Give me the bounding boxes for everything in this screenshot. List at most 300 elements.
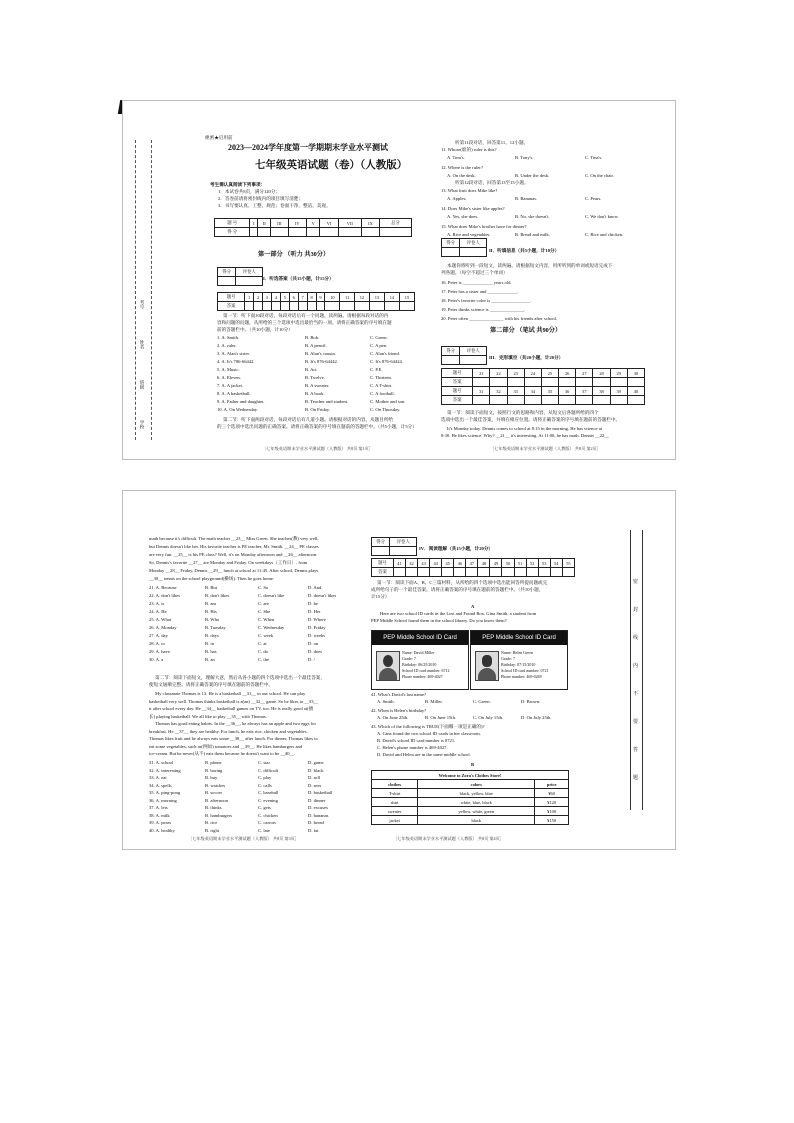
answer-cell[interactable] <box>559 378 576 387</box>
option-b: B. days <box>205 633 219 638</box>
answer-header: 题号 <box>372 559 394 568</box>
option-d: D. be <box>308 601 318 606</box>
store-cell: yellow, white, green <box>418 807 535 816</box>
answer-cell[interactable] <box>307 302 316 311</box>
option-c: C. carrots <box>258 820 276 825</box>
score-input[interactable] <box>271 228 288 237</box>
grader-input[interactable] <box>460 248 487 257</box>
answer-cell[interactable] <box>271 302 280 311</box>
answer-header: 38 <box>593 387 610 396</box>
option-b: B. don't likes <box>205 593 230 598</box>
option: B. On June 15th. <box>425 715 457 720</box>
option-a: 4. A. It's 786-66442. <box>217 359 255 364</box>
question: 14. Does Mike's sister like apples? <box>441 206 505 211</box>
option-b: B. am <box>205 601 216 606</box>
answer-cell[interactable] <box>538 568 550 577</box>
grader-box-4 <box>371 537 417 556</box>
score-cell: IX <box>361 219 379 228</box>
id-card-header: PEP Middle School ID Card <box>471 631 567 645</box>
cloze2-instr: 第二节：阅读下面短文，理解大意，然后从各小题的四个选项中选出一个最佳答案， <box>155 675 325 680</box>
grader-input[interactable] <box>390 547 417 556</box>
part1-title: 第一部分 （听力 共30分） <box>258 251 330 258</box>
option-a: 23. A. is <box>149 601 165 606</box>
q43-option: D. David and Helen are in the same middle school. <box>377 752 471 757</box>
score-cell: III <box>271 219 288 228</box>
part2-title: 第二部分 （笔试 共90分） <box>490 327 562 334</box>
option-a: 29. A. have <box>149 649 170 654</box>
intro-a: Here are two school ID cards in the Lost and Found Box. Gina Smith, a student from <box>380 611 537 616</box>
option-d: D. Friday <box>308 625 326 630</box>
answer-cell[interactable] <box>550 568 562 577</box>
option-b: B. No, she doesn't. <box>515 214 550 219</box>
store-cell: ¥60 <box>535 789 569 798</box>
q43-option: C. Helen's phone number is 469-4027. <box>377 745 448 750</box>
option-b: B. in <box>205 641 214 646</box>
score-table <box>214 218 412 237</box>
score-input[interactable] <box>380 228 412 237</box>
option-b: B. soccer <box>205 790 223 795</box>
answer-cell[interactable] <box>507 396 524 405</box>
intro-a: PEP Middle School found them in the school library. Do you know them? <box>371 618 507 623</box>
score-cell: V <box>306 219 320 228</box>
option-a: 31. A. school <box>149 760 174 765</box>
option-c: C. baseball <box>258 790 279 795</box>
option-c: C. star <box>258 760 270 765</box>
confidential-tag: 絶密★启用前 <box>205 135 233 140</box>
answer-cell[interactable] <box>263 302 272 311</box>
option-d: D. Her <box>308 609 321 614</box>
option-c: C. gets <box>258 805 271 810</box>
grader-label: 评卷人 <box>460 347 487 356</box>
card-line: School ID card number: 0721 <box>501 668 549 673</box>
cloze2-instr: 使短文通顺完整。请将正确答案的序号填在题前的答题栏中。 <box>149 682 274 687</box>
note-3: 3．书写要认真、工整、规范；卷面干净、整洁、美观。 <box>218 203 331 208</box>
answer-cell[interactable] <box>340 302 355 311</box>
answer-header: 8 <box>307 293 316 302</box>
answer-cell[interactable] <box>354 302 369 311</box>
option: D. Brown. <box>521 699 541 704</box>
grader-box <box>217 267 263 286</box>
option-a: 7. A. A jacket. <box>217 383 244 388</box>
option-c: C. do <box>258 649 268 654</box>
store-cell: white, blue, black <box>418 798 535 807</box>
grader-label: 评卷人 <box>236 268 263 277</box>
option-a: 10. A. On Wednesday. <box>217 407 258 412</box>
store-cell: ¥150 <box>535 816 569 825</box>
option-b: B. Who <box>205 617 220 622</box>
answer-cell[interactable] <box>610 378 627 387</box>
option-d: D. And <box>308 585 322 590</box>
answer-cell[interactable] <box>405 568 417 577</box>
option-d: D. doesn't likes <box>308 593 337 598</box>
answer-header: 5 <box>280 293 289 302</box>
score-input[interactable] <box>361 228 379 237</box>
answer-header: 6 <box>289 293 298 302</box>
option-a: 5. A. Music. <box>217 367 240 372</box>
answer-cell[interactable] <box>325 302 340 311</box>
passage-line: eat some vegetables, such as(例如) tomatoes and __39__. He likes hamburgers and <box>149 743 303 749</box>
option-c: C. We don't know. <box>585 214 619 219</box>
answer-header: 35 <box>541 387 558 396</box>
score-input[interactable] <box>306 228 320 237</box>
answer-header: 41 <box>393 559 405 568</box>
option-a: 2. A. ruler. <box>217 343 237 348</box>
grader-input[interactable] <box>218 277 236 286</box>
answer-header: 37 <box>576 387 593 396</box>
option-b: B. has <box>205 649 217 654</box>
answer-header: 13 <box>369 293 384 302</box>
answer-header: 46 <box>454 559 466 568</box>
answer-header: 题号 <box>442 369 473 378</box>
passage-line: Thomas likes fruit and he always eats some __38__ after lunch. For dinner, Thomas likes to <box>149 736 318 741</box>
grader-input[interactable] <box>236 277 263 286</box>
passage-line: 8:30. He likes science. Why? __21__ it's interesting. At 11:00, he has math. Dennis __22__ <box>441 433 609 438</box>
seal-char: 封 <box>633 608 639 613</box>
passage-line: My classmate Thomas is 13. He is a basketball __31__ in our school. He can play <box>155 691 306 696</box>
answer-cell[interactable] <box>430 568 442 577</box>
q43-option: A. Gina found the two school ID cards in her classroom. <box>377 731 481 736</box>
store-cell: T-shirt <box>372 789 418 798</box>
option-d: D. on <box>308 641 319 646</box>
option-c: C. A pen. <box>370 343 388 348</box>
option-b: B. boring <box>205 767 223 773</box>
option-d: D. basketball <box>308 790 333 795</box>
option-d: D. / <box>308 657 315 662</box>
option-c: C. Tina's. <box>585 155 603 160</box>
answer-header: 44 <box>430 559 442 568</box>
grader-label: 评卷人 <box>460 239 487 248</box>
option-a: 21. A. Because <box>149 585 177 590</box>
store-cell: shirt <box>372 798 418 807</box>
store-cell: ¥120 <box>535 798 569 807</box>
side-label-name: 姓名 <box>140 340 145 349</box>
option-b: B. buy <box>205 775 218 780</box>
option-b: B. Tony's. <box>515 155 534 160</box>
option-c: C. Mother and son. <box>370 399 406 404</box>
answer-header: 12 <box>354 293 369 302</box>
score-input[interactable] <box>250 228 258 237</box>
option-a: 24. A. He <box>149 609 167 614</box>
option-d: D. bread <box>308 820 324 825</box>
option-b: B. A pencil. <box>305 343 327 348</box>
store-header: price <box>535 780 569 789</box>
q43-option: B. David's school ID card number is 0721. <box>377 738 456 743</box>
grader-input[interactable] <box>442 248 460 257</box>
instr2-line: 的三个选项中选出问题的正确答案。请将正确答案的序号填在题前的答题栏中。（共5小题，计5分） <box>217 424 417 429</box>
instr2-line: 第二节：听下面两段对话，每段对话后有几道小题。请根据对话的内容，从题目所给 <box>223 417 393 422</box>
passage-line: __30__ tennis on the school playground(操场). Then he goes home. <box>149 576 275 581</box>
answer-header: 9 <box>316 293 325 302</box>
section3-heading: III．完形填空（共20小题，计20分） <box>489 355 564 360</box>
side-label-id: 考号 <box>140 300 145 309</box>
answer-cell[interactable] <box>507 378 524 387</box>
reading-instr: 计15分） <box>371 594 390 599</box>
answer-cell[interactable] <box>593 378 610 387</box>
answer-header: 15 <box>399 293 414 302</box>
answer-header: 29 <box>610 369 627 378</box>
option-d: D. dinner <box>308 797 326 803</box>
option-d: D. game <box>308 760 324 765</box>
reading-instr: 第一节：阅读下面A、B、C三篇材料，从所给的四个选项中选出能回答所提问题或完 <box>377 580 548 585</box>
seal-char: 要 <box>633 720 639 725</box>
score-input[interactable] <box>320 228 338 237</box>
section4-heading: IV．阅读理解（共15小题，计20分） <box>419 546 494 551</box>
card-line: Grade: 7 <box>501 656 515 661</box>
page2-footer: ［七年级英语期末学业水平测试题（人教版） 共8页 第2页］ <box>490 446 601 451</box>
answer-cell[interactable] <box>280 302 289 311</box>
option-c: C. Wednesday <box>258 625 285 630</box>
option-d: D. bananas <box>308 812 329 818</box>
answer-cell[interactable] <box>490 378 507 387</box>
score-input[interactable] <box>258 228 271 237</box>
q43: 43. Which of the following is TRUE(下面哪一项是正确的)? <box>371 724 485 729</box>
grader-input[interactable] <box>442 356 460 365</box>
option-c: C. When <box>258 617 275 622</box>
exam-title: 2023—2024学年度第一学期期末学业水平测试 <box>228 143 388 152</box>
answer-cell[interactable] <box>526 568 538 577</box>
option-b: B. It's 876-64442. <box>305 359 338 364</box>
answer-cell[interactable] <box>289 302 298 311</box>
answer-cell[interactable] <box>502 568 514 577</box>
option-d: D. Where <box>308 617 326 622</box>
answer-header: 47 <box>466 559 478 568</box>
question: 42. When is Helen's birthday? <box>371 708 427 713</box>
option-b: B. But <box>205 585 217 590</box>
passage-line: math because it's difficult. The math teacher __23__ Miss Green. She teaches(教) very well, <box>149 536 319 541</box>
option-a: A. Rice and vegetables. <box>447 232 491 237</box>
answer-cell[interactable] <box>454 568 466 577</box>
answer-cell[interactable] <box>466 568 478 577</box>
option-c: C. chicken <box>258 812 278 818</box>
seal-char: 线 <box>633 636 639 641</box>
answer-cell[interactable] <box>369 302 384 311</box>
passage-line: ice-cream. But he never(从不) eats them because he doesn't want to be __40__. <box>149 751 296 756</box>
option-b: B. Art. <box>305 367 318 372</box>
page4-footer: ［七年级英语期末学业水平测试题（人教版） 共8页 第4页］ <box>393 836 504 841</box>
answer-header: 54 <box>550 559 562 568</box>
option-a: A. Tom's. <box>447 155 465 160</box>
option-c: C. She <box>258 609 271 614</box>
option: C. On July 15th. <box>473 715 504 720</box>
option-a: 40. A. healthy <box>149 827 175 833</box>
answer-cell[interactable] <box>610 396 627 405</box>
answer-cell[interactable] <box>473 378 490 387</box>
seal-line-inner <box>151 140 152 440</box>
answer-cell[interactable] <box>524 396 541 405</box>
side-label-school: 学校 <box>140 420 145 429</box>
answer-header: 52 <box>526 559 538 568</box>
option-c: C. the <box>258 657 269 662</box>
option-b: B. A book. <box>305 391 325 396</box>
option-c: C. doesn't like <box>258 593 285 598</box>
answer-cell[interactable] <box>562 568 574 577</box>
answer-header: 51 <box>514 559 526 568</box>
clothes-store-table <box>371 770 569 825</box>
option-a: 3. A. Alan's sister. <box>217 351 250 356</box>
option-a: 8. A. A basketball. <box>217 391 251 396</box>
option-a: 9. A. Father and daughter. <box>217 399 265 404</box>
answer-header: 2 <box>254 293 263 302</box>
option-c: C. at <box>258 641 267 646</box>
option-b: B. watches <box>205 782 226 788</box>
answer-row-label: 答案 <box>218 302 245 311</box>
fill-18: 18. Peter's favorite color is _________________. <box>441 298 532 303</box>
option-a: 28. A. to <box>149 641 165 646</box>
answer-cell[interactable] <box>478 568 490 577</box>
passage-line: It's Monday today. Dennis comes to school at 8:15 in the morning. He has science at <box>447 426 603 431</box>
answer-cell[interactable] <box>298 302 307 311</box>
note-1: 1．本试卷共8页，满分120分； <box>218 189 281 194</box>
id-card-header: PEP Middle School ID Card <box>372 631 468 645</box>
answer-header: 55 <box>562 559 574 568</box>
option-a: 27. A. day <box>149 633 168 638</box>
option-b: B. Bananas. <box>515 196 538 201</box>
grader-label: 得分 <box>372 538 390 547</box>
answer-cell[interactable] <box>442 568 454 577</box>
answer-header: 23 <box>507 369 524 378</box>
seal-char: 密 <box>633 580 639 585</box>
option-b: B. Alan's cousin. <box>305 351 336 356</box>
answer-cell[interactable] <box>316 302 325 311</box>
seal-char: 不 <box>633 692 639 697</box>
score-input[interactable] <box>338 228 361 237</box>
score-cell: I <box>250 219 258 228</box>
option-d: D. black <box>308 767 324 773</box>
store-title: Welcome to Zora's Clothes Store! <box>372 771 569 780</box>
side-label-class: 班级 <box>140 380 145 389</box>
option-d: D. does <box>308 649 323 654</box>
option: B. Miller. <box>425 699 443 704</box>
answer-header: 题号 <box>218 293 245 302</box>
option-b: B. phone <box>205 760 222 765</box>
option-a: 39. A. pears <box>149 820 171 825</box>
card-line: Name: David Miller <box>402 650 435 655</box>
score-cell: VII <box>338 219 361 228</box>
answer-cell[interactable] <box>576 378 593 387</box>
grader-label: 得分 <box>442 239 460 248</box>
option-a: A. Yes, she does. <box>447 214 479 219</box>
option-c: C. A T-shirt. <box>370 383 393 388</box>
option-c: C. calls <box>258 782 272 788</box>
answer-cell[interactable] <box>399 302 414 311</box>
answer-header: 21 <box>473 369 490 378</box>
answer-header: 4 <box>271 293 280 302</box>
answer-header: 22 <box>490 369 507 378</box>
score-cell: VI <box>320 219 338 228</box>
option-a: A. Apples. <box>447 196 467 201</box>
store-header: clothes <box>372 780 418 789</box>
option-c: C. A football. <box>370 391 395 396</box>
answer-header: 50 <box>502 559 514 568</box>
answer-header: 33 <box>507 387 524 396</box>
answer-header: 39 <box>610 387 627 396</box>
intro-11: 听第11段对话，回答第11、12小题。 <box>455 140 529 145</box>
grader-box-3 <box>441 346 487 365</box>
answer-header: 10 <box>325 293 340 302</box>
student-photo <box>475 651 499 681</box>
fill-16: 16. Peter is _____________ years old. <box>441 280 512 285</box>
passage-line: So, Dennis's favorite __27__ are Monday and Friday. On weekdays（工作日）, from <box>149 560 308 565</box>
answer-cell[interactable] <box>559 396 576 405</box>
store-header: colors <box>418 780 535 789</box>
option-d: D. sees <box>308 782 322 788</box>
option-c: C. P.E. <box>370 367 383 372</box>
answer-cell[interactable] <box>627 378 644 387</box>
option-d: D. sell <box>308 775 320 780</box>
passage-line: basketball very well. Thomas thinks basketball is a(an) __32__ game. So he likes to __33__ <box>149 698 319 704</box>
answer-cell[interactable] <box>490 568 502 577</box>
answer-header: 3 <box>263 293 272 302</box>
answer-cell[interactable] <box>541 396 558 405</box>
instr1-line: 前的答题栏中。（共10小题，计10分） <box>217 327 293 332</box>
option-b: B. His <box>205 609 217 614</box>
section2-instr: 列各题。（每空不超过三个单词） <box>441 270 508 275</box>
answer-cell[interactable] <box>514 568 526 577</box>
answer-cell[interactable] <box>245 302 254 311</box>
passage-line: but Dennis doesn't like her. His favorite teacher is PE teacher, Mr. Smith. __24__ PE classes <box>149 544 319 549</box>
option-c: C. Thirteen. <box>370 375 392 380</box>
passage-line: Thomas has good eating habits. In the __36__, he always has an apple and two eggs for <box>155 721 316 726</box>
answer-header: 7 <box>298 293 307 302</box>
answer-cell[interactable] <box>490 396 507 405</box>
option-b: B. an <box>205 657 215 662</box>
store-cell: jacket <box>372 816 418 825</box>
answer-cell[interactable] <box>593 396 610 405</box>
seal-char: 答 <box>633 748 639 753</box>
option-b: B. hamburgers <box>205 812 232 818</box>
score-input[interactable] <box>288 228 306 237</box>
passage-line: it after school every day. He __34__ basketball games on TV, too. He is really good at(擅 <box>149 706 314 711</box>
grader-input[interactable] <box>460 356 487 365</box>
instr3-line: 第一节：阅读下面短文，按照行文的思路和内容，从短文后各题所给的四个 <box>447 410 599 415</box>
answer-cell[interactable] <box>254 302 263 311</box>
page1-footer: ［七年级英语期末学业水平测试题（人教版） 共8页 第1页］ <box>262 446 373 451</box>
answer-cell[interactable] <box>541 378 558 387</box>
grader-input[interactable] <box>372 547 390 556</box>
option-a: 30. A. a <box>149 657 164 662</box>
answer-header: 43 <box>418 559 430 568</box>
id-card-helen <box>470 630 568 690</box>
answer-header: 24 <box>524 369 541 378</box>
option-d: D. fat <box>308 827 319 833</box>
passage-line: breakfast. He __37__ they are healthy. For lunch, he eats rice, chicken and vegetables. <box>149 728 308 734</box>
answer-cell[interactable] <box>384 302 399 311</box>
question: 11. Whose(谁的) ruler is this? <box>441 147 497 152</box>
passage-line: are very fun. __25__ is his PE class? Well, it's on Monday afternoon and __26__ afternoon. <box>149 552 318 557</box>
answer-cell[interactable] <box>473 396 490 405</box>
answer-header: 40 <box>627 387 644 396</box>
answer-cell[interactable] <box>393 568 405 577</box>
seal-line <box>135 140 136 440</box>
grader-label: 评卷人 <box>390 538 417 547</box>
answer-cell[interactable] <box>418 568 430 577</box>
reading-instr: 成所给句子的一个最佳答案。请将正确答案的序号填在题前的答题栏中。（共10小题， <box>371 587 544 592</box>
option-a: 35. A. ping-pong <box>149 790 181 795</box>
answer-cell[interactable] <box>524 378 541 387</box>
answer-header: 28 <box>593 369 610 378</box>
option-a: 38. A. milk <box>149 812 170 818</box>
score-cell: IV <box>288 219 306 228</box>
answer-header: 14 <box>384 293 399 302</box>
answer-cell[interactable] <box>627 396 644 405</box>
option: C. Green. <box>473 699 491 704</box>
answer-header: 42 <box>405 559 417 568</box>
answer-cell[interactable] <box>576 396 593 405</box>
page3-footer: ［七年级英语期末学业水平测试题（人教版） 共8页 第3页］ <box>188 836 299 841</box>
seal-char: 内 <box>633 664 639 669</box>
answer-header: 32 <box>490 387 507 396</box>
option-b: B. Teacher and student. <box>305 399 349 404</box>
